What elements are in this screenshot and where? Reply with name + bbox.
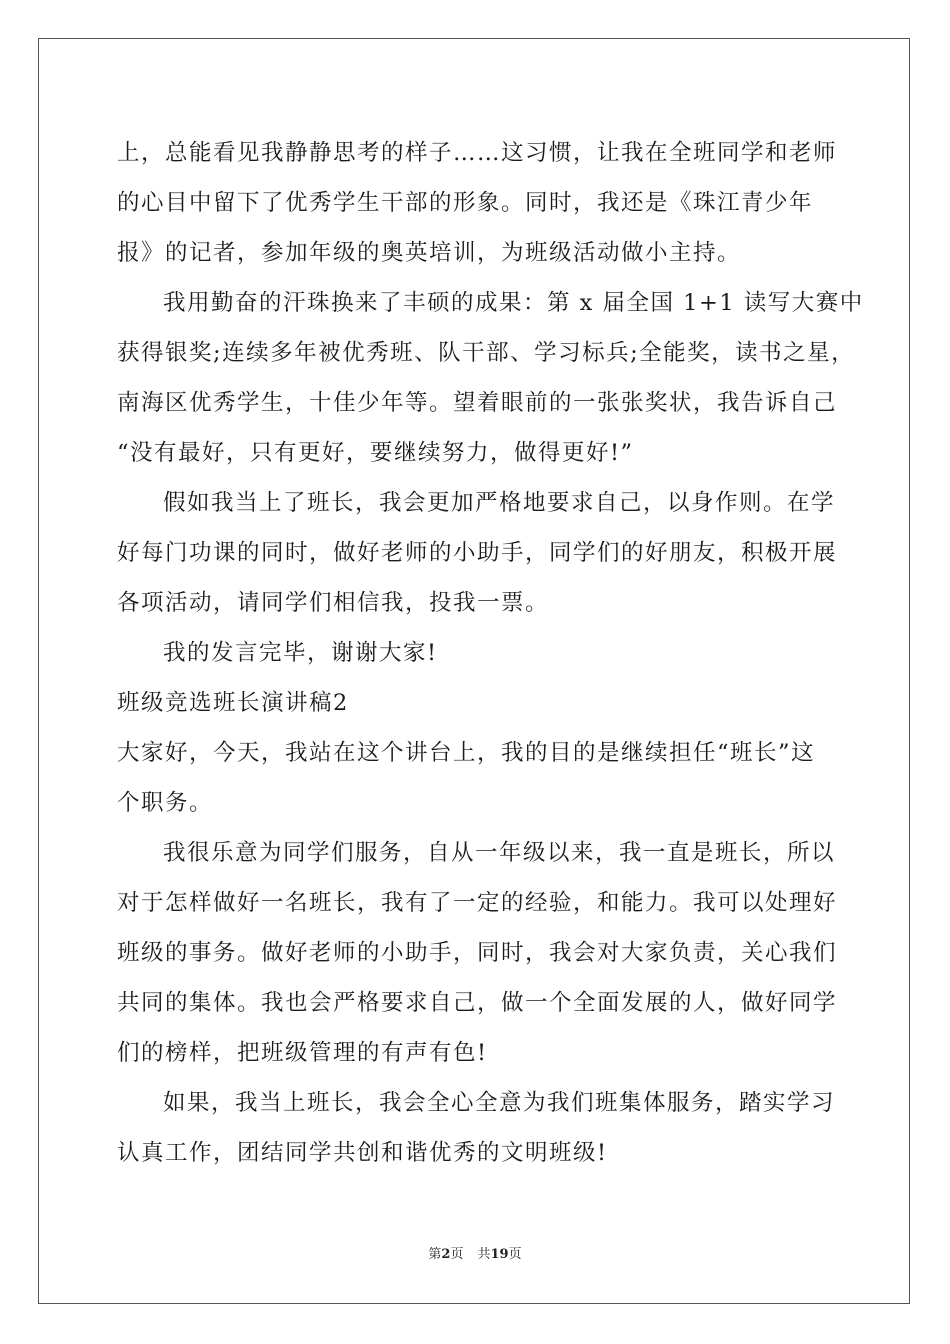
total-label-suffix: 页 <box>508 1247 522 1262</box>
text-line: 对于怎样做好一名班长，我有了一定的经验，和能力。我可以处理好 <box>117 890 838 916</box>
text-line: 们的榜样，把班级管理的有声有色! <box>117 1040 488 1066</box>
total-pages: 19 <box>490 1247 509 1262</box>
text-line: 的心目中留下了优秀学生干部的形象。同时，我还是《珠江青少年 <box>117 190 814 216</box>
paragraph-start-line: 如果，我当上班长，我会全心全意为我们班集体服务，踏实学习 <box>163 1090 836 1116</box>
document-body <box>117 128 864 1178</box>
text-line: 班级的事务。做好老师的小助手，同时，我会对大家负责，关心我们 <box>117 940 838 966</box>
total-label-prefix: 共 <box>477 1247 491 1262</box>
paragraph-start-line: 我的发言完毕，谢谢大家! <box>163 640 438 666</box>
text-line: 各项活动，请同学们相信我，投我一票。 <box>117 590 550 616</box>
text-line: 大家好，今天，我站在这个讲台上，我的目的是继续担任“班长”这 <box>117 740 816 766</box>
page-label-prefix: 第 <box>428 1247 442 1262</box>
paragraph-start-line: 假如我当上了班长，我会更加严格地要求自己，以身作则。在学 <box>163 490 836 516</box>
text-line: 共同的集体。我也会严格要求自己，做一个全面发展的人，做好同学 <box>117 990 838 1016</box>
text-line: 个职务。 <box>117 790 214 816</box>
text-line: 获得银奖;连续多年被优秀班、队干部、学习标兵;全能奖，读书之星， <box>117 340 856 366</box>
text-line: 上，总能看见我静静思考的样子……这习惯，让我在全班同学和老师 <box>117 140 838 166</box>
text-line: 报》的记者，参加年级的奥英培训，为班级活动做小主持。 <box>117 240 742 266</box>
text-line: 好每门功课的同时，做好老师的小助手，同学们的好朋友，积极开展 <box>117 540 838 566</box>
page-footer <box>0 1243 950 1262</box>
text-line: “没有最好，只有更好，要继续努力，做得更好!” <box>117 440 634 466</box>
text-line: 南海区优秀学生，十佳少年等。望着眼前的一张张奖状，我告诉自己 <box>117 390 838 416</box>
page-label-suffix: 页 <box>450 1247 464 1262</box>
text-line: 认真工作，团结同学共创和谐优秀的文明班级! <box>117 1140 608 1166</box>
page-number: 2 <box>441 1247 451 1262</box>
section-heading: 班级竞选班长演讲稿2 <box>117 690 349 716</box>
paragraph-start-line: 我用勤奋的汗珠换来了丰硕的成果：第 x 届全国 1+1 读写大赛中 <box>163 290 864 316</box>
paragraph-start-line: 我很乐意为同学们服务，自从一年级以来，我一直是班长，所以 <box>163 840 836 866</box>
